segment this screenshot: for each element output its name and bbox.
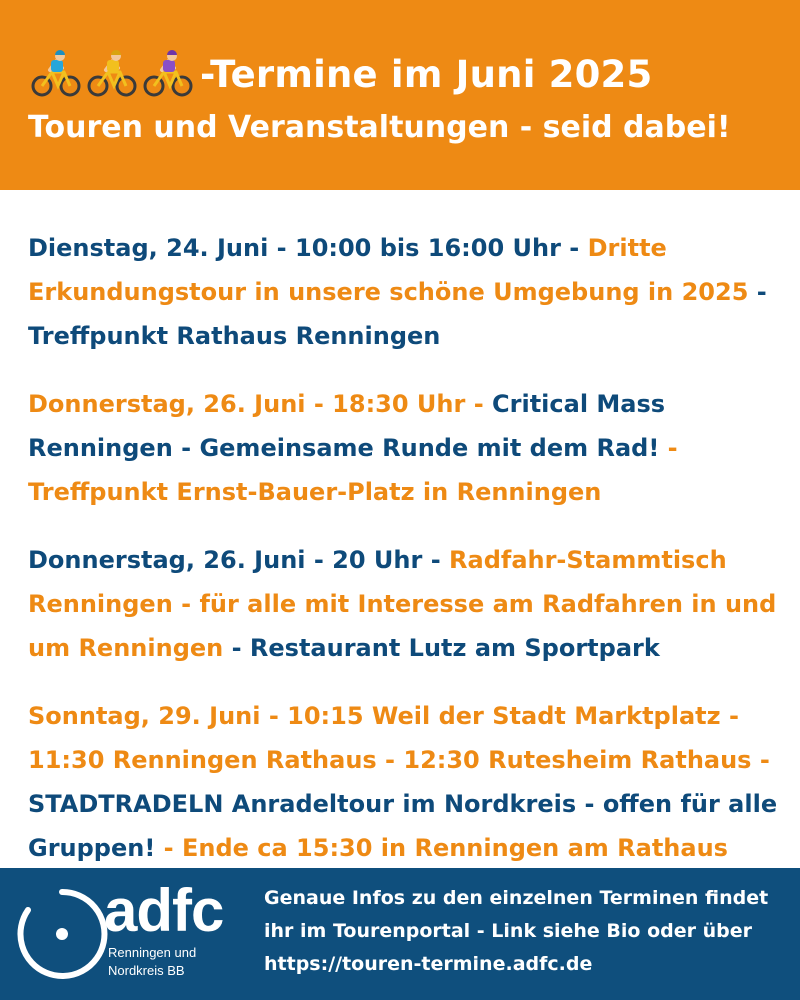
header-banner [0,0,800,190]
event-text-segment: Dritte Erkundungstour in unsere schöne Umgebung in 2025 [28,234,749,306]
adfc-logo-text: adfc [104,877,224,944]
event-text-segment: - Treffpunkt Rathaus Renningen [28,278,767,350]
bicycle-rider-icon [86,50,138,98]
event-item [28,538,780,670]
event-text-segment: Critical Mass Renningen - Gemeinsame Runde mit dem Rad! [28,390,666,462]
event-text-segment: Sonntag, 29. Juni - 10:15 Weil der Stadt Marktplatz - 11:30 Renningen Rathaus - 12:30 Rutesheim Rathaus - [28,702,770,774]
event-text-segment: - Restaurant Lutz am Sportpark [223,634,660,662]
event-text-segment: - Treffpunkt Ernst-Bauer-Platz in Renningen [28,434,678,506]
bicycle-rider-icon [30,50,82,98]
event-item [28,382,780,514]
event-item [28,226,780,358]
event-item [28,694,780,870]
footer-info-line: ihr im Tourenportal - Link siehe Bio oder über [264,920,753,942]
bicycle-rider-icon [142,50,194,98]
adfc-logo-subtitle [108,944,196,980]
footer-banner [0,868,800,1000]
adfc-wheel-logo-icon [14,886,110,982]
title-row [30,46,652,102]
footer-info-line: Genaue Infos zu den einzelnen Terminen findet [264,887,769,909]
event-text-segment: Donnerstag, 26. Juni - 18:30 Uhr - [28,390,493,418]
event-text-segment: Radfahr-Stammtisch Renningen - für alle mit Interesse am Radfahren in und um Renningen [28,546,777,662]
logo-sub-line: Nordkreis BB [108,963,185,978]
page-subtitle: Touren und Veranstaltungen - seid dabei! [28,110,731,145]
event-text-segment: STADTRADELN Anradeltour im Nordkreis - offen für alle Gruppen! [28,790,778,862]
event-text-segment: Dienstag, 24. Juni - 10:00 bis 16:00 Uhr - [28,234,588,262]
footer-link[interactable]: https://touren-termine.adfc.de [264,953,593,975]
event-text-segment: Donnerstag, 26. Juni - 20 Uhr - [28,546,450,574]
event-list [28,226,780,894]
page-title: -Termine im Juni 2025 [200,52,653,96]
footer-info [264,882,794,981]
logo-sub-line: Renningen und [108,945,197,960]
event-text-segment: - Ende ca 15:30 in Renningen am Rathaus [155,834,728,862]
